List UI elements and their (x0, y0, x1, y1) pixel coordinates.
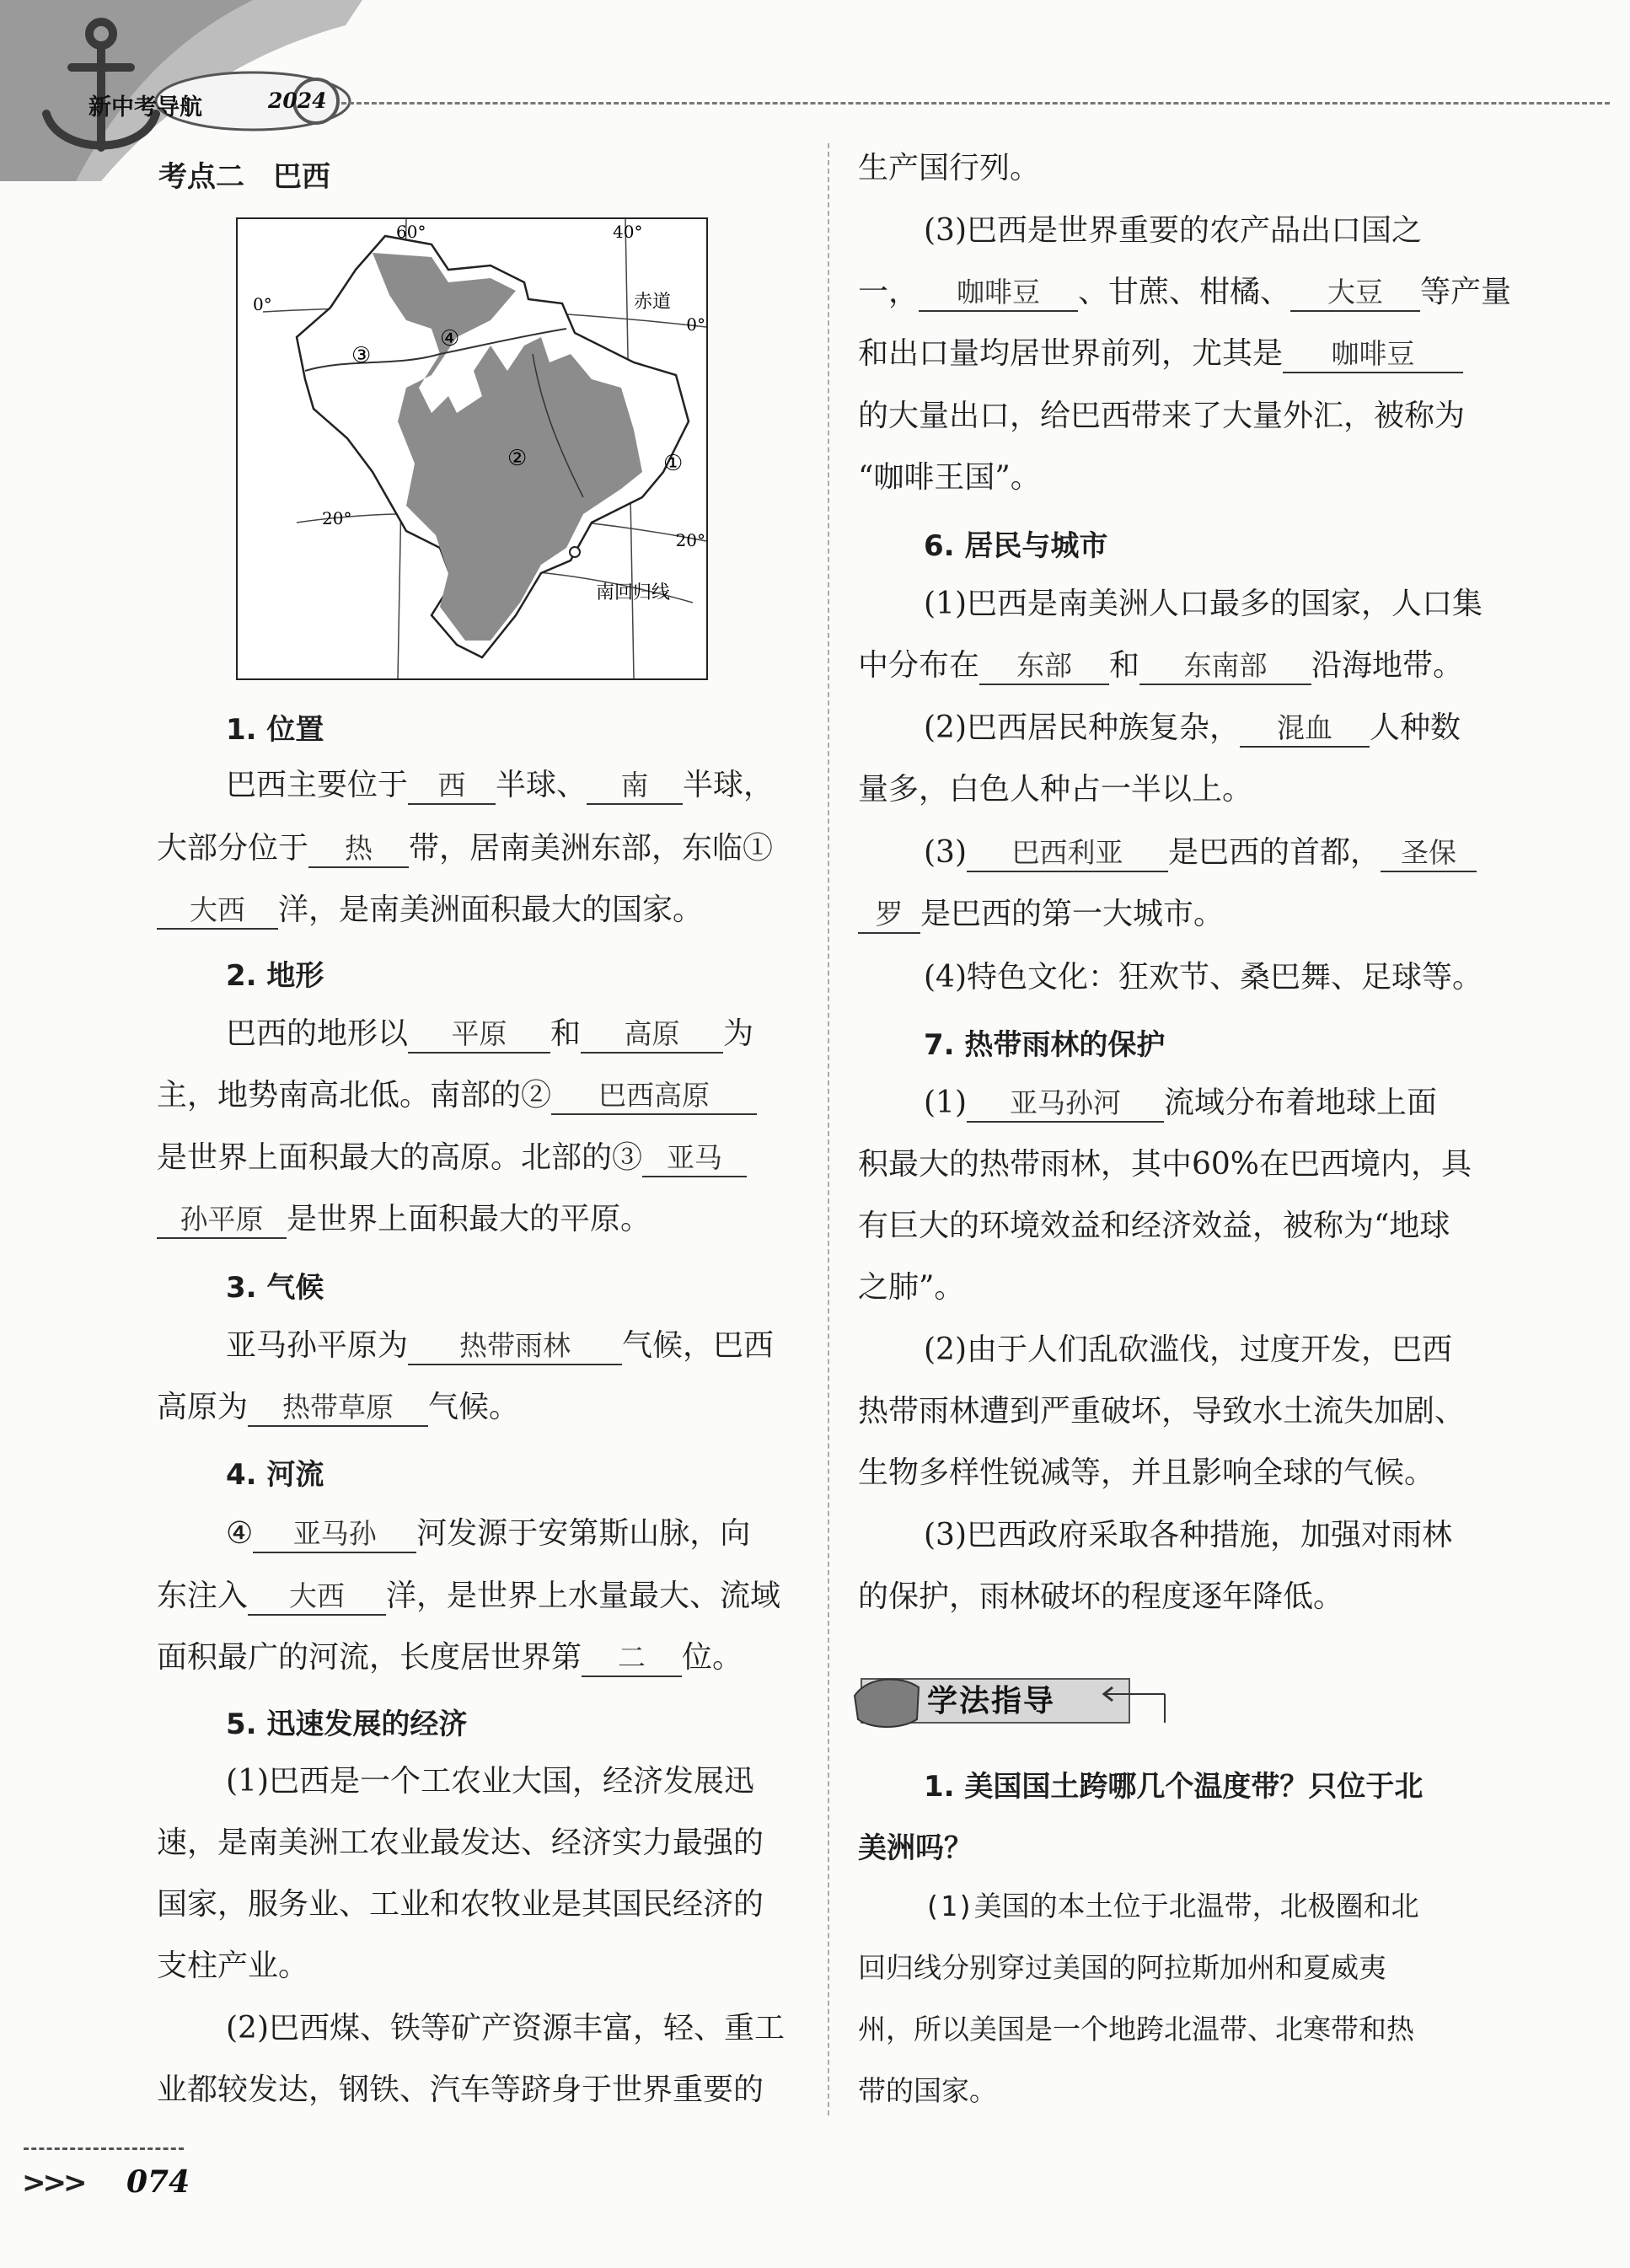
s5-p2-line3: 生产国行列。 (858, 151, 1041, 185)
s7-p1-line3: 有巨大的环境效益和经济效益，被称为“地球 (858, 1209, 1450, 1243)
study-guide-label: 学法指导 (927, 1684, 1056, 1718)
answer-blank: 平原 (408, 1016, 550, 1054)
map-lat0-right: 0° (686, 314, 705, 335)
guide-a1-line3: 州，所以美国是一个地跨北温带、北寒带和热 (858, 2013, 1414, 2045)
s6-p2-line1: (2)巴西居民种族复杂， 混血 人种数 (924, 710, 1461, 748)
s6-p3-line1: (3) 巴西利亚 是巴西的首都， 圣保 (924, 834, 1477, 872)
answer-blank: 东南部 (1139, 648, 1311, 685)
s2-line1: 巴西的地形以 平原 和 高原 为 (226, 1016, 753, 1054)
brazil-map (236, 217, 708, 680)
s5-p3-line4: 的大量出口，给巴西带来了大量外汇，被称为 (858, 399, 1466, 433)
guide-a1-line1: (1)美国的本土位于北温带，北极圈和北 (924, 1890, 1419, 1922)
book-icon (855, 1680, 919, 1727)
s6-title: 6. 居民与城市 (924, 529, 1108, 563)
city-dot (570, 547, 580, 557)
s5-title: 5. 迅速发展的经济 (226, 1708, 468, 1741)
answer-blank: 大西 (157, 893, 278, 930)
map-lat20-right: 20° (675, 530, 705, 550)
s4-line2: 东注入 大西 洋，是世界上水量最大、流域 (157, 1578, 780, 1616)
answer-blank: 罗 (858, 897, 920, 934)
s5-p3-line2: 一， 咖啡豆 、甘蔗、柑橘、 大豆 等产量 (858, 274, 1511, 312)
s6-p1-line1: (1)巴西是南美洲人口最多的国家，人口集 (924, 587, 1483, 621)
column-divider (828, 143, 829, 2115)
s6-p4: (4)特色文化：狂欢节、桑巴舞、足球等。 (924, 960, 1483, 995)
answer-blank: 大西 (248, 1579, 386, 1616)
answer-blank: 咖啡豆 (1283, 336, 1463, 373)
guide-a1-line2: 回归线分别穿过美国的阿拉斯加州和夏威夷 (858, 1951, 1386, 1984)
map-lon60: 60° (396, 222, 426, 242)
s6-p1-line2: 中分布在 东部 和 东南部 沿海地带。 (858, 647, 1463, 685)
map-lon40: 40° (613, 222, 643, 242)
s7-p2-line1: (2)由于人们乱砍滥伐，过度开发，巴西 (924, 1332, 1452, 1367)
answer-blank: 热 (308, 831, 409, 868)
s3-line2: 高原为 热带草原 气候。 (157, 1389, 519, 1427)
s7-p3-line1: (3)巴西政府采取各种措施，加强对雨林 (924, 1518, 1452, 1552)
s2-title: 2. 地形 (226, 959, 324, 993)
guide-a1-line4: 带的国家。 (858, 2074, 997, 2107)
s5-p3-line1: (3)巴西是世界重要的农产品出口国之 (924, 213, 1422, 248)
answer-blank: 西 (408, 768, 496, 805)
answer-blank: 热带草原 (248, 1390, 428, 1427)
answer-blank: 亚马孙 (253, 1516, 416, 1553)
s7-p1-line2: 积最大的热带雨林，其中60%在巴西境内，具 (858, 1147, 1472, 1182)
map-marker-4: ④ (440, 326, 460, 351)
s6-p2-line2: 量多，白色人种占一半以上。 (858, 772, 1253, 807)
s3-title: 3. 气候 (226, 1271, 324, 1305)
answer-blank: 亚马 (642, 1140, 747, 1177)
answer-blank: 混血 (1240, 710, 1370, 748)
map-marker-2: ② (507, 446, 528, 471)
s5-p1-line1: (1)巴西是一个工农业大国，经济发展迅 (226, 1764, 754, 1799)
s7-p2-line2: 热带雨林遭到严重破坏，导致水土流失加剧、 (858, 1394, 1466, 1429)
header-brand: 新中考导航 (88, 94, 202, 121)
header-dashed-rule (341, 102, 1610, 105)
answer-blank: 二 (582, 1640, 682, 1677)
s4-line3: 面积最广的河流，长度居世界第 二 位。 (157, 1639, 743, 1677)
s7-p2-line3: 生物多样性锐减等，并且影响全球的气候。 (858, 1456, 1435, 1490)
map-tropic-label: 南回归线 (596, 582, 671, 603)
s5-p1-line2: 速，是南美洲工农业最发达、经济实力最强的 (157, 1826, 764, 1860)
s2-line3: 是世界上面积最大的高原。北部的③ 亚马 (157, 1139, 747, 1177)
s7-p3-line2: 的保护，雨林破坏的程度逐年降低。 (858, 1579, 1344, 1614)
s5-p2-line2: 业都较发达，钢铁、汽车等跻身于世界重要的 (157, 2072, 764, 2107)
answer-blank: 大豆 (1290, 275, 1420, 312)
map-lat20-left: 20° (322, 508, 352, 528)
footer-arrows-icon: >>> (22, 2166, 84, 2200)
answer-blank: 高原 (581, 1016, 723, 1054)
s2-line4: 孙平原 是世界上面积最大的平原。 (157, 1201, 651, 1239)
answer-blank: 东部 (979, 648, 1109, 685)
s4-line1: ④ 亚马孙 河发源于安第斯山脉，向 (226, 1515, 750, 1553)
guide-q1-line2: 美洲吗？ (858, 1831, 973, 1865)
s1-line2: 大部分位于 热 带，居南美洲东部，东临① (157, 830, 773, 868)
map-marker-3: ③ (351, 343, 372, 368)
answer-blank: 南 (587, 768, 683, 805)
s6-p3-line2: 罗 是巴西的第一大城市。 (858, 896, 1224, 934)
answer-blank: 热带雨林 (408, 1328, 622, 1365)
s7-title: 7. 热带雨林的保护 (924, 1028, 1166, 1062)
guide-q1-line1: 1. 美国国土跨哪几个温度带？只位于北 (924, 1770, 1424, 1804)
map-marker-1: ① (663, 451, 684, 476)
answer-blank: 巴西高原 (551, 1078, 757, 1115)
s2-line2: 主，地势南高北低。南部的② 巴西高原 (157, 1077, 757, 1115)
s1-title: 1. 位置 (226, 713, 324, 747)
s7-p1-line4: 之肺”。 (858, 1270, 965, 1305)
s1-line3: 大西 洋，是南美洲面积最大的国家。 (157, 892, 703, 930)
s4-title: 4. 河流 (226, 1458, 324, 1492)
s5-p2-line1: (2)巴西煤、铁等矿产资源丰富，轻、重工 (226, 2011, 785, 2045)
s7-p1-line1: (1) 亚马孙河 流域分布着地球上面 (924, 1085, 1437, 1123)
s1-line1: 巴西主要位于 西 半球、 南 半球， (226, 767, 774, 805)
answer-blank: 圣保 (1381, 835, 1477, 872)
answer-blank: 咖啡豆 (919, 275, 1078, 312)
s5-p1-line4: 支柱产业。 (157, 1949, 309, 1983)
s5-p3-line3: 和出口量均居世界前列，尤其是 咖啡豆 (858, 335, 1463, 373)
footer-dashed-rule (24, 2147, 184, 2150)
section-title: 考点二 巴西 (158, 160, 330, 194)
answer-blank: 巴西利亚 (967, 835, 1168, 872)
page-number: 074 (126, 2164, 190, 2200)
map-lat0-left: 0° (253, 294, 272, 314)
answer-blank: 孙平原 (157, 1202, 287, 1239)
s5-p3-line5: “咖啡王国”。 (858, 460, 1041, 495)
map-equator-label: 赤道 (634, 292, 672, 313)
answer-blank: 亚马孙河 (967, 1086, 1164, 1123)
s3-line1: 亚马孙平原为 热带雨林 气候，巴西 (226, 1327, 774, 1365)
header-year: 2024 (268, 88, 327, 113)
s5-p1-line3: 国家，服务业、工业和农牧业是其国民经济的 (157, 1887, 764, 1922)
